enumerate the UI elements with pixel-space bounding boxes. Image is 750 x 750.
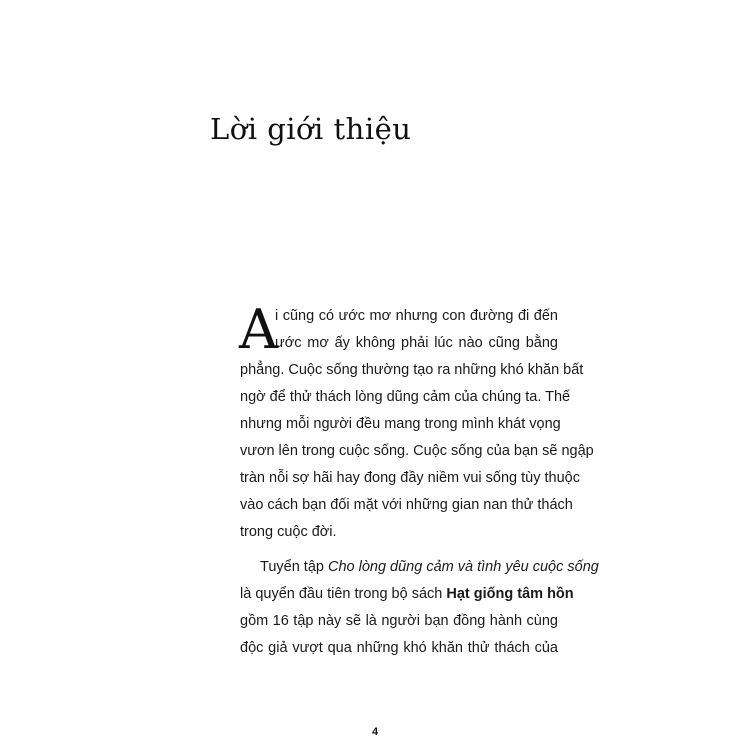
- book-title-italic: Cho lòng dũng cảm và tình yêu cuộc sống: [327, 559, 599, 575]
- paragraph-2-line-1: [240, 554, 599, 581]
- paragraph-1-line-5: nhưng mỗi người đều mang trong mình khát vọng: [240, 416, 561, 432]
- paragraph-1-line-4: ngờ để thử thách lòng dũng cảm của chúng ta. Thế: [240, 389, 571, 405]
- paragraph-2-line-4: độc giả vượt qua những khó khăn thử thách của: [240, 640, 558, 656]
- paragraph-1-line-7: tràn nỗi sợ hãi hay đong đầy niềm vui sống tùy thuộc: [240, 470, 580, 486]
- paragraph-2-line-2-prefix: là quyển đầu tiên trong bộ sách: [240, 586, 447, 602]
- paragraph-1-line-2: ước mơ ấy không phải lúc nào cũng bằng: [275, 335, 558, 351]
- paragraph-gap: [240, 546, 558, 554]
- paragraph-1-line-9: trong cuộc đời.: [240, 524, 337, 540]
- body-text: [239, 298, 599, 662]
- paragraph-1-line-6: vươn lên trong cuộc sống. Cuộc sống của bạn sẽ ngập: [240, 443, 594, 459]
- chapter-title: Lời giới thiệu: [210, 112, 412, 146]
- series-title-bold: Hạt giống tâm hồn: [446, 586, 574, 602]
- paragraph-2-line-3: gồm 16 tập này sẽ là người bạn đồng hành cùng: [240, 613, 558, 629]
- paragraph-1-line-1-text: i cũng có ước mơ nhưng con đường đi đến: [275, 308, 558, 324]
- paragraph-2-line-2: [240, 581, 574, 608]
- drop-cap-letter: A: [239, 298, 278, 361]
- paragraph-1-line-3: phẳng. Cuộc sống thường tạo ra những khó khăn bất: [240, 362, 584, 378]
- paragraph-2-line-1-prefix: Tuyển tập: [260, 559, 328, 575]
- paragraph-1-line-8: vào cách bạn đối mặt với những gian nan thử thách: [240, 497, 573, 513]
- page-number: 4: [371, 726, 379, 738]
